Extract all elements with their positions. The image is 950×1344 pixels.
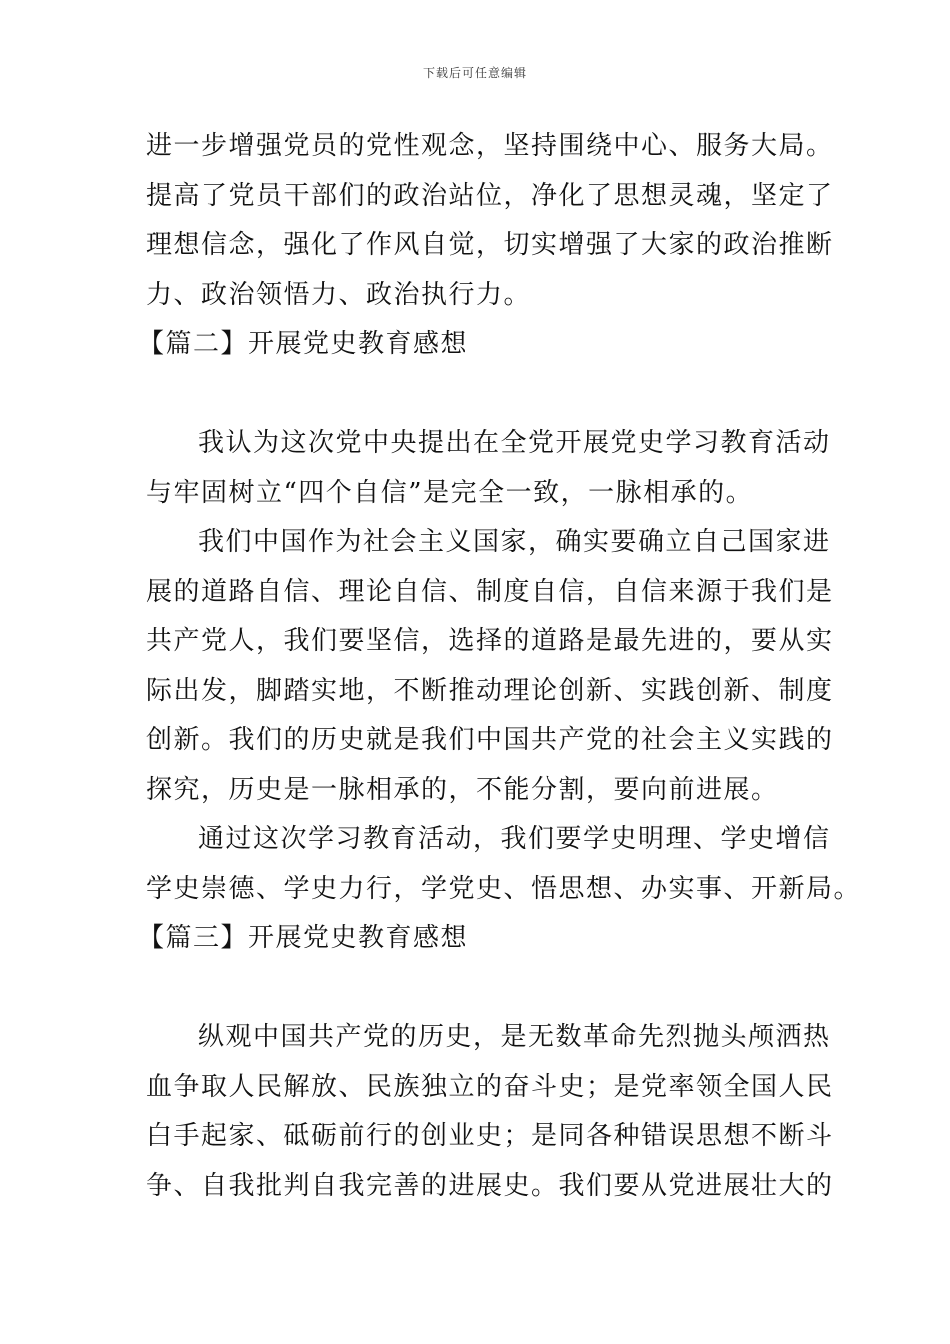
paragraph-line: 展的道路自信、理论自信、制度自信，自信来源于我们是 [146,576,834,607]
paragraph-line: 进一步增强党员的党性观念，坚持围绕中心、服务大局。 [146,131,834,161]
paragraph-line: 我们中国作为社会主义国家，确实要确立自己国家进 [198,527,831,557]
paragraph-line: 通过这次学习教育活动，我们要学史明理、学史增信 [198,824,831,854]
section-heading-3: 【篇三】开展党史教育感想 [138,923,469,953]
section-heading-2: 【篇二】开展党史教育感想 [138,329,469,359]
blank-line [146,370,826,420]
paragraph-line: 创新。我们的历史就是我们中国共产党的社会主义实践的 [146,725,834,755]
paragraph-line: 力、政治领悟力、政治执行力。 [146,279,532,310]
paragraph-line: 理想信念，强化了作风自觉，切实增强了大家的政治推断 [146,230,834,260]
blank-line [146,964,826,1014]
paragraph-line: 学史崇德、学史力行，学党史、悟思想、办实事、开新局。 [146,873,862,904]
paragraph-line: 际出发，脚踏实地，不断推动理论创新、实践创新、制度 [146,675,834,706]
paragraph-line: 争、自我批判自我完善的进展史。我们要从党进展壮大的 [146,1170,834,1201]
paragraph-line: 白手起家、砥砺前行的创业史；是同各种错误思想不断斗 [146,1121,834,1151]
paragraph-line: 共产党人，我们要坚信，选择的道路是最先进的，要从实 [146,626,834,656]
paragraph-line: 提高了党员干部们的政治站位，净化了思想灵魂，坚定了 [146,180,834,211]
paragraph-line: 纵观中国共产党的历史，是无数革命先烈抛头颅洒热 [198,1022,831,1052]
paragraph-line: 与牢固树立“四个自信”是完全一致，一脉相承的。 [146,477,754,508]
paragraph-line: 我认为这次党中央提出在全党开展党史学习教育活动 [198,428,831,458]
page-header: 下载后可任意编辑 [422,66,527,80]
paragraph-line: 探究，历史是一脉相承的，不能分割，要向前进展。 [146,774,779,805]
document-body [138,122,862,1211]
paragraph-line: 血争取人民解放、民族独立的奋斗史；是党率领全国人民 [146,1071,834,1102]
